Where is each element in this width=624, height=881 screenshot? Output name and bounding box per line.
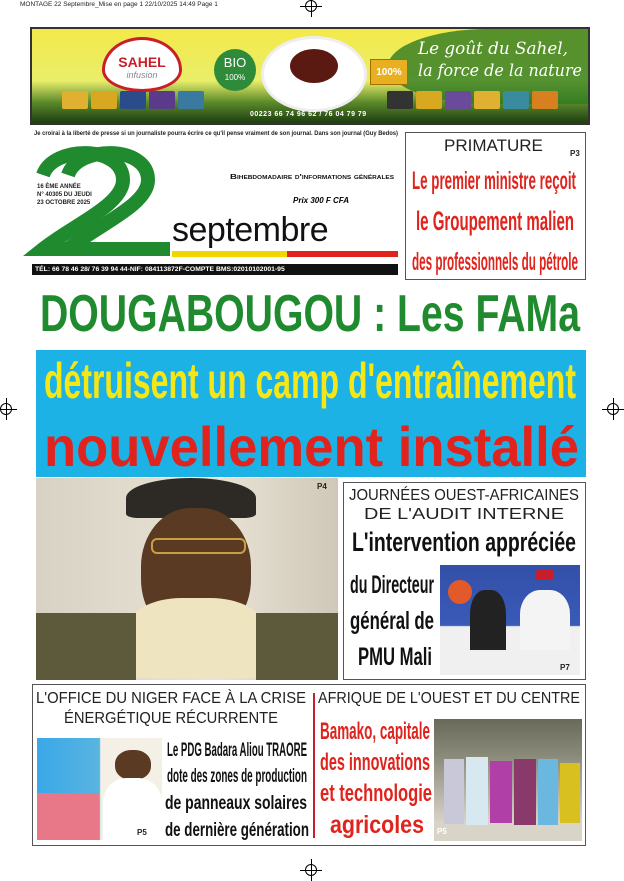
main-headline[interactable] xyxy=(40,284,586,343)
registration-mark-icon xyxy=(305,0,317,12)
svg-text:Le goût du Sahel,: Le goût du Sahel, xyxy=(417,39,568,59)
registration-mark-icon xyxy=(305,864,317,876)
primature-kicker: PRIMATURE xyxy=(444,136,543,155)
svg-text:de panneaux solaires: de panneaux solaires xyxy=(165,793,307,814)
niger-story[interactable] xyxy=(33,685,328,845)
svg-text:Je croirai à la liberté de pre: Je croirai à la liberté de presse si un journaliste pourra écrire ce qu'il pense vraiment de son journal. Dans son journal (Guy Bedos) xyxy=(34,130,398,137)
print-slug: MONTAGE 22 Septembre_Mise en page 1 22/10/2025 14:49 Page 1 xyxy=(20,1,218,8)
svg-text:AFRIQUE DE L'OUEST ET DU CENTR: AFRIQUE DE L'OUEST ET DU CENTRE xyxy=(318,690,580,707)
niger-headline xyxy=(165,737,311,843)
flag-stripe-yellow xyxy=(172,251,287,257)
svg-text:Bihebdomadaire d'informations: Bihebdomadaire d'informations générales xyxy=(230,172,395,181)
svg-text:général de: général de xyxy=(350,607,435,635)
niger-photo xyxy=(37,738,162,840)
svg-text:Le premier ministre reçoit: Le premier ministre reçoit xyxy=(412,167,577,195)
svg-text:et technologie: et technologie xyxy=(320,780,432,807)
group-photo xyxy=(434,719,582,841)
svg-text:Le PDG Badara Aliou TRAORE: Le PDG Badara Aliou TRAORE xyxy=(167,740,307,761)
svg-text:JOURNÉES OUEST-AFRICAINES: JOURNÉES OUEST-AFRICAINES xyxy=(349,487,597,504)
bio-badge: BIO 100% xyxy=(214,49,256,91)
headline-line-1[interactable] xyxy=(44,352,582,410)
page-ref: P7 xyxy=(560,663,570,672)
primature-story[interactable] xyxy=(405,132,586,280)
svg-text:la force de la nature: la force de la nature xyxy=(418,61,582,81)
niger-kicker xyxy=(36,687,328,727)
masthead-quote xyxy=(34,128,402,138)
bottom-stories xyxy=(32,684,586,846)
page-ref: P4 xyxy=(317,482,327,491)
svg-text:du Directeur: du Directeur xyxy=(350,571,435,599)
svg-text:détruisent un camp d'entraînem: détruisent un camp d'entraînement xyxy=(44,353,577,409)
contact-bar: TÉL: 66 78 46 28/ 76 39 94 44-NIF: 084113872F-COMPTE BMS:02010102001-95 xyxy=(32,264,398,275)
svg-text:PMU Mali: PMU Mali xyxy=(358,643,432,671)
officer-photo[interactable] xyxy=(36,478,338,680)
audit-headline xyxy=(350,567,438,679)
tea-cup-image xyxy=(264,39,364,109)
svg-text:nouvellement installé: nouvellement installé xyxy=(44,415,579,478)
svg-text:dote des zones de production: dote des zones de production xyxy=(167,766,307,787)
afrique-kicker xyxy=(318,687,584,709)
tagline xyxy=(230,171,398,182)
issue-info: 16 ÈME ANNÉE N° 40305 DU JEUDI 23 OCTOBRE 2025 xyxy=(37,184,92,206)
audit-photo xyxy=(440,565,580,675)
registration-mark-icon xyxy=(607,403,619,415)
registration-mark-icon xyxy=(0,403,12,415)
flag-stripe-red xyxy=(287,251,398,257)
product-boxes xyxy=(62,91,204,109)
page-ref: P3 xyxy=(570,149,580,158)
afrique-headline xyxy=(320,715,432,841)
natural-badge: 100% xyxy=(370,59,408,85)
ad-slogan xyxy=(418,35,584,81)
audit-kicker xyxy=(348,485,597,523)
audit-story[interactable] xyxy=(343,482,597,680)
page-ref: P5 xyxy=(437,827,447,836)
svg-text:des innovations: des innovations xyxy=(320,749,430,776)
svg-text:agricoles: agricoles xyxy=(330,811,424,839)
svg-text:DOUGABOUGOU : Les FAMa: DOUGABOUGOU : Les FAMa xyxy=(40,285,581,343)
sahel-logo: SAHEL infusion xyxy=(102,37,182,92)
sahel-infusion-ad[interactable] xyxy=(30,27,590,125)
page-ref: P5 xyxy=(137,828,147,837)
primature-headline xyxy=(412,159,582,277)
svg-text:L'OFFICE DU NIGER FACE À LA CR: L'OFFICE DU NIGER FACE À LA CRISE xyxy=(36,690,328,707)
svg-text:ÉNERGÉTIQUE RÉCURRENTE: ÉNERGÉTIQUE RÉCURRENTE xyxy=(64,710,297,727)
svg-text:DE L'AUDIT INTERNE: DE L'AUDIT INTERNE xyxy=(364,506,564,523)
svg-text:Bamako, capitale: Bamako, capitale xyxy=(320,718,430,745)
ad-phone: 00223 66 74 96 62 / 76 04 79 79 xyxy=(250,111,367,118)
svg-text:le Groupement malien: le Groupement malien xyxy=(416,206,574,236)
column-divider xyxy=(313,693,315,838)
product-boxes xyxy=(387,91,558,109)
svg-text:des professionnels du pétrole: des professionnels du pétrole xyxy=(412,248,579,276)
price: Prix 300 F CFA xyxy=(293,196,350,205)
headline-line-2[interactable] xyxy=(44,414,582,478)
afrique-story[interactable] xyxy=(316,685,586,845)
svg-text:L'intervention appréciée: L'intervention appréciée xyxy=(352,527,576,557)
svg-text:de dernière génération: de dernière génération xyxy=(165,820,309,841)
audit-title xyxy=(352,525,580,559)
newspaper-name: septembre xyxy=(172,211,329,249)
